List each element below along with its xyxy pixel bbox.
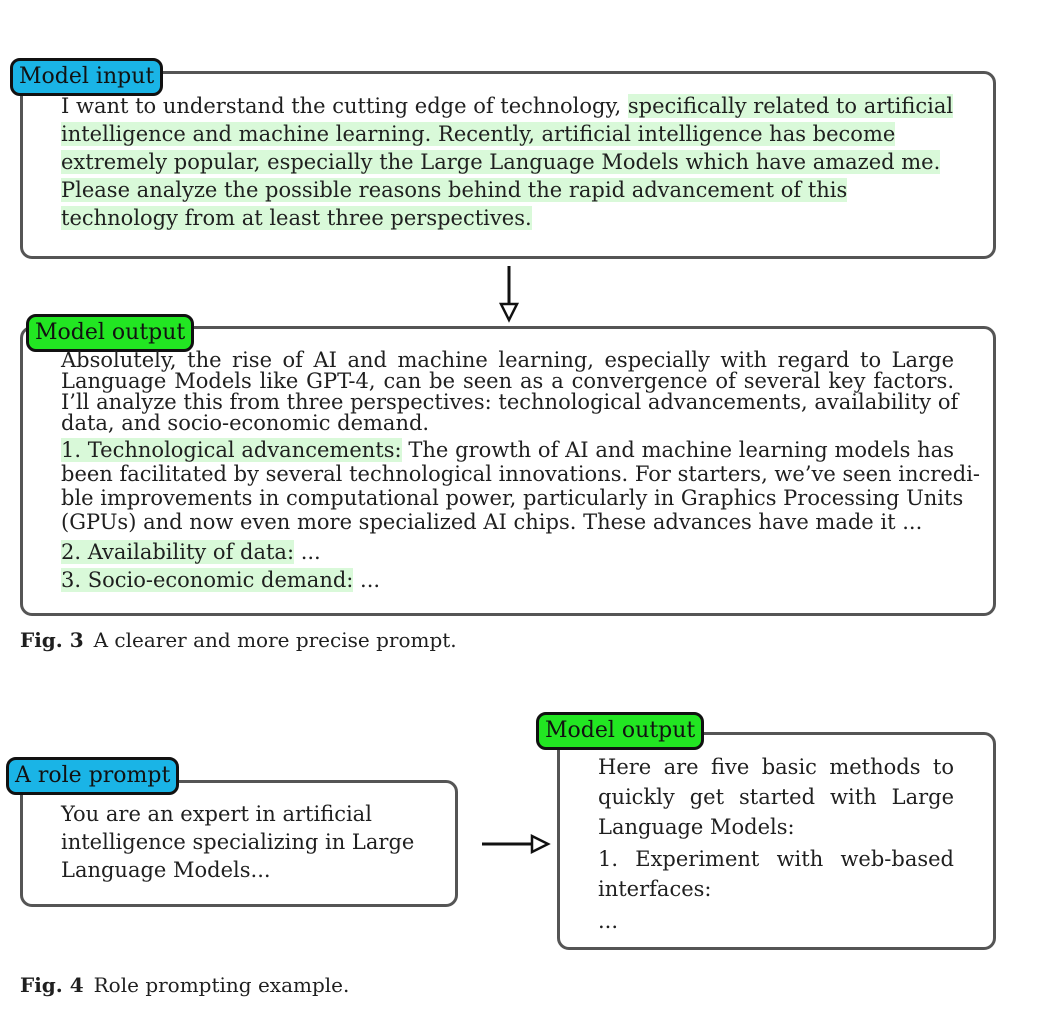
down-arrow-icon: [497, 264, 521, 324]
input-highlight: extremely popular, especially the Large Language Models which have amazed me.: [61, 150, 941, 174]
point-3-highlight: 3. Socio-economic demand:: [61, 568, 354, 592]
role-prompt-line: You are an expert in artificial: [61, 802, 372, 826]
output-intro-line: Language Models like GPT-4, can be seen as a convergence of several key factors.: [61, 369, 954, 393]
role-output-point-line: 1. Experiment with web-based: [598, 847, 954, 871]
role-output-point-line: interfaces:: [598, 877, 712, 901]
role-prompt-line: intelligence specializing in Large: [61, 830, 415, 854]
output-intro-line: Absolutely, the rise of AI and machine learning, especially with regard to Large: [61, 348, 954, 372]
model-output-text: [61, 348, 981, 594]
fig4-caption: [20, 973, 349, 997]
model-input-text: [61, 92, 966, 232]
fig4-caption-text: Role prompting example.: [93, 973, 350, 997]
output-intro-line: data, and socio-economic demand.: [61, 411, 430, 435]
input-plain-text: I want to understand the cutting edge of technology,: [61, 94, 628, 118]
fig3-caption-label: Fig. 3: [20, 628, 84, 652]
input-highlight: Please analyze the possible reasons behind the rapid advancement of this: [61, 178, 848, 202]
point-3-rest: ...: [353, 568, 381, 592]
model-input-tag: Model input: [10, 58, 163, 96]
input-highlight: specifically related to artificial: [627, 94, 954, 118]
point-1-rest: The growth of AI and machine learning models has: [401, 438, 954, 462]
role-output-line: quickly get started with Large: [598, 785, 954, 809]
role-output-text: [598, 752, 954, 936]
input-highlight: intelligence and machine learning. Recently, artificial intelligence has become: [61, 122, 896, 146]
point-1-line: (GPUs) and now even more specialized AI chips. These advances have made it ...: [61, 510, 923, 534]
output-point-2: [61, 538, 954, 566]
output-intro-line: I’ll analyze this from three perspectives: technological advancements, availability of: [61, 390, 959, 414]
fig4-caption-label: Fig. 4: [20, 973, 84, 997]
model-output-tag: Model output: [26, 314, 194, 352]
output-point-1: [61, 438, 981, 534]
role-output-line: Here are five basic methods to: [598, 755, 954, 779]
point-2-rest: ...: [294, 540, 321, 564]
fig3-caption-text: A clearer and more precise prompt.: [93, 628, 457, 652]
role-output-ellipsis: ...: [598, 909, 619, 933]
output-intro: [61, 348, 959, 435]
role-prompt-text: [61, 800, 414, 884]
input-highlight: technology from at least three perspectives.: [61, 206, 532, 230]
point-2-highlight: 2. Availability of data:: [61, 540, 295, 564]
point-1-highlight: 1. Technological advancements:: [61, 438, 402, 462]
point-1-line: ble improvements in computational power, particularly in Graphics Processing Units: [61, 486, 964, 510]
output-point-3: [61, 566, 954, 594]
role-prompt-line: Language Models...: [61, 858, 271, 882]
role-prompt-tag: A role prompt: [6, 757, 179, 795]
role-output-line: Language Models:: [598, 815, 795, 839]
right-arrow-icon: [480, 832, 552, 856]
fig3-caption: [20, 628, 457, 652]
role-output-tag: Model output: [536, 712, 704, 750]
point-1-line: been facilitated by several technological innovations. For starters, we’ve seen incredi-: [61, 462, 981, 486]
